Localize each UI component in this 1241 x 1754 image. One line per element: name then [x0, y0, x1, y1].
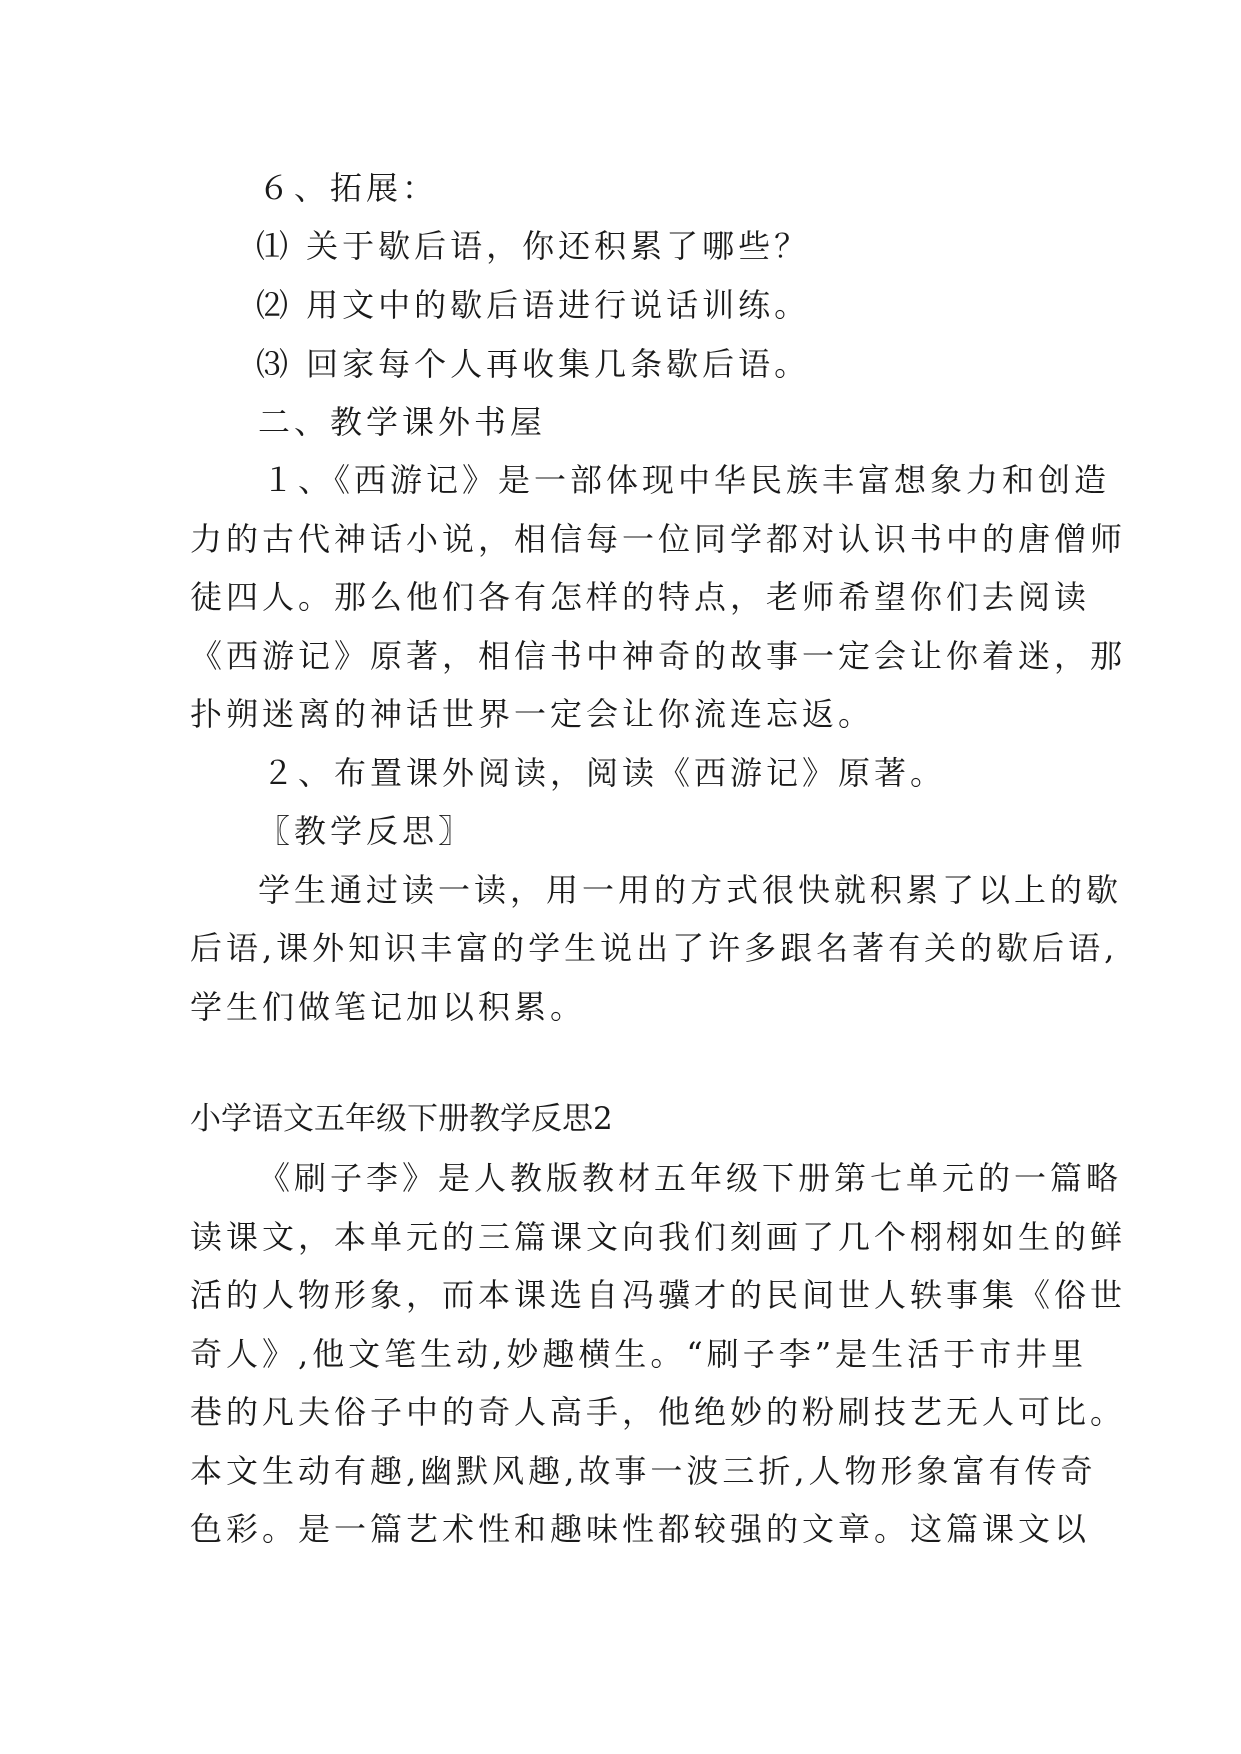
body-line: 巷的凡夫俗子中的奇人高手，他绝妙的粉刷技艺无人可比。: [190, 1393, 1127, 1431]
body-line: 奇人》,他文笔生动,妙趣横生。“刷子李”是生活于市井里: [190, 1335, 1088, 1373]
para1-line: 徒四人。那么他们各有怎样的特点，老师希望你们去阅读: [190, 578, 1091, 616]
para1-line: １、《西游记》是一部体现中华民族丰富想象力和创造: [262, 461, 1111, 499]
body-line: 读课文，本单元的三篇课文向我们刻画了几个栩栩如生的鲜: [190, 1218, 1127, 1256]
reflection-line: 学生通过读一读，用一用的方式很快就积累了以上的歇: [258, 871, 1123, 909]
extension-item: ⑶ 回家每个人再收集几条歇后语。: [256, 345, 811, 383]
para1-line: 《西游记》原著，相信书中神奇的故事一定会让你着迷，那: [190, 637, 1127, 675]
section2-heading: 二、教学课外书屋: [258, 403, 547, 441]
body-line: 《刷子李》是人教版教材五年级下册第七单元的一篇略: [258, 1159, 1123, 1197]
extension-item: ⑵ 用文中的歇后语进行说话训练。: [256, 286, 811, 324]
section-title: 小学语文五年级下册教学反思2: [190, 1101, 613, 1137]
reflection-heading: 〖教学反思〗: [258, 812, 475, 850]
body-line: 色彩。是一篇艺术性和趣味性都较强的文章。这篇课文以: [190, 1510, 1091, 1548]
reflection-line: 后语,课外知识丰富的学生说出了许多跟名著有关的歇后语,: [190, 929, 1119, 967]
para1-line: 力的古代神话小说，相信每一位同学都对认识书中的唐僧师: [190, 520, 1127, 558]
body-line: 本文生动有趣,幽默风趣,故事一波三折,人物形象富有传奇: [190, 1452, 1097, 1490]
para2-line: ２、布置课外阅读，阅读《西游记》原著。: [262, 754, 947, 792]
item6-heading: ６、拓展：: [258, 169, 439, 207]
body-line: 活的人物形象，而本课选自冯骥才的民间世人轶事集《俗世: [190, 1276, 1127, 1314]
extension-item: ⑴ 关于歇后语，你还积累了哪些？: [256, 227, 811, 265]
para1-line: 扑朔迷离的神话世界一定会让你流连忘返。: [190, 695, 875, 733]
reflection-line: 学生们做笔记加以积累。: [190, 988, 587, 1026]
